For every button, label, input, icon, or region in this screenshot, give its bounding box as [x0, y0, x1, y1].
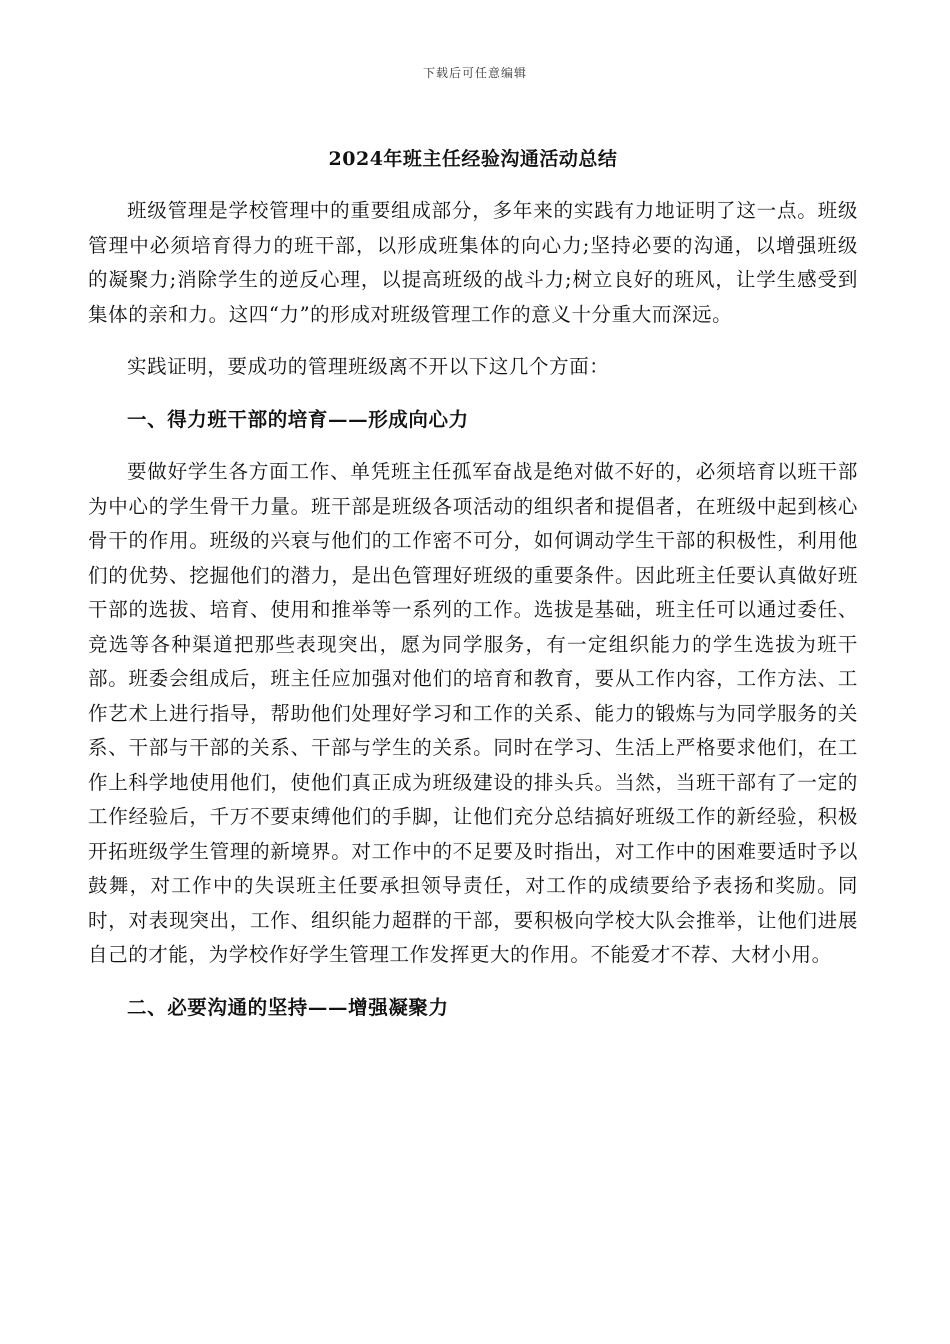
section-1-heading: 一、得力班干部的培育——形成向心力: [127, 407, 469, 431]
section-2-heading: 二、必要沟通的坚持——增强凝聚力: [127, 995, 449, 1019]
header-note: 下载后可任意编辑: [422, 66, 527, 80]
intro-paragraph: 班级管理是学校管理中的重要组成部分，多年来的实践有力地证明了这一点。班级管理中必须培育得力的班干部，以形成班集体的向心力;坚持必要的沟通，以增强班级的凝聚力;消除学生的逆反心理，以提高班级的战斗力;树立良好的班风，让学生感受到集体的亲和力。这四“力”的形成对班级管理工作的意义十分重大而深远。: [88, 199, 858, 326]
document-title: 2024年班主任经验沟通活动总结: [328, 148, 618, 170]
document-body: [88, 142, 858, 1043]
section-1-paragraph: 要做好学生各方面工作、单凭班主任孤军奋战是绝对做不好的，必须培育以班干部为中心的学生骨干力量。班干部是班级各项活动的组织者和提倡者，在班级中起到核心骨干的作用。班级的兴衰与他们的工作密不可分，如何调动学生干部的积极性，利用他们的优势、挖掘他们的潜力，是出色管理好班级的重要条件。因此班主任要认真做好班干部的选拔、培育、使用和推举等一系列的工作。选拔是基础，班主任可以通过委任、竞选等各种渠道把那些表现突出，愿为同学服务，有一定组织能力的学生选拔为班干部。班委会组成后，班主任应加强对他们的培育和教育，要从工作内容，工作方法、工作艺术上进行指导，帮助他们处理好学习和工作的关系、能力的锻炼与为同学服务的关系、干部与干部的关系、干部与学生的关系。同时在学习、生活上严格要求他们，在工作上科学地使用他们，使他们真正成为班级建设的排头兵。当然，当班干部有了一定的工作经验后，千万不要束缚他们的手脚，让他们充分总结搞好班级工作的新经验，积极开拓班级学生管理的新境界。对工作中的不足要及时指出，对工作中的困难要适时予以鼓舞，对工作中的失误班主任要承担领导责任，对工作的成绩要给予表扬和奖励。同时，对表现突出，工作、组织能力超群的干部，要积极向学校大队会推举，让他们进展自己的才能，为学校作好学生管理工作发挥更大的作用。不能爱才不荐、大材小用。: [88, 460, 858, 966]
lead-paragraph: 实践证明，要成功的管理班级离不开以下这几个方面：: [127, 355, 610, 378]
